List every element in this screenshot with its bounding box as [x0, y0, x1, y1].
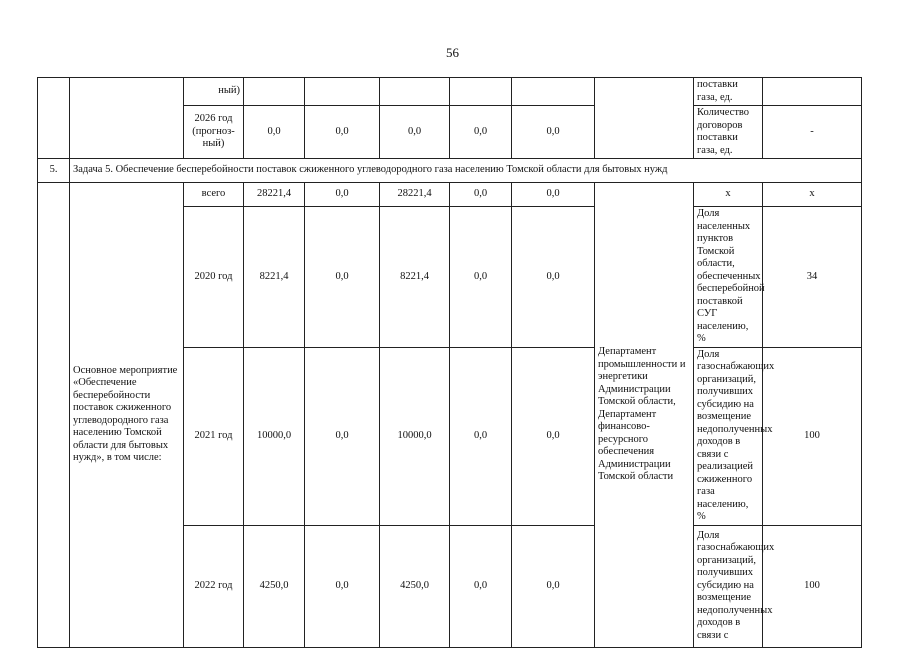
value-cell: 0,0 — [450, 347, 512, 525]
indicator-value-cell: 34 — [763, 207, 862, 348]
value-cell: 0,0 — [512, 525, 595, 647]
year-cell: ный) — [184, 78, 244, 106]
activity-name: Основное мероприятие «Обеспечение бесперебойности поставок сжиженного углеводородного газа населению Томской области для бытовых нужд», в том числе: — [70, 183, 184, 648]
value-cell: 0,0 — [512, 207, 595, 348]
value-cell: 0,0 — [305, 183, 380, 207]
value-cell: 0,0 — [450, 106, 512, 159]
row-number-cell — [38, 183, 70, 648]
value-cell: 0,0 — [305, 525, 380, 647]
table-row — [38, 78, 862, 106]
indicator-value-cell: х — [763, 183, 862, 207]
task-title: Задача 5. Обеспечение бесперебойности поставок сжиженного углеводородного газа населению Томской области для бытовых нужд — [70, 159, 862, 183]
table-row — [38, 183, 862, 207]
value-cell: 4250,0 — [244, 525, 305, 647]
value-cell: 0,0 — [512, 347, 595, 525]
indicator-value-cell: - — [763, 106, 862, 159]
value-cell: 10000,0 — [244, 347, 305, 525]
year-cell: 2026 год (прогноз-ный) — [184, 106, 244, 159]
executor: Департамент промышленности и энергетики Администрации Томской области, Департамент финансово-ресурсного обеспечения Администрации Томской области — [595, 183, 694, 648]
value-cell — [450, 78, 512, 106]
value-cell — [244, 78, 305, 106]
year-cell: 2022 год — [184, 525, 244, 647]
value-cell: 0,0 — [450, 183, 512, 207]
indicator-cell: Количество договоров поставки газа, ед. — [694, 106, 763, 159]
value-cell: 0,0 — [450, 207, 512, 348]
task-row — [38, 159, 862, 183]
indicator-cell: поставки газа, ед. — [694, 78, 763, 106]
value-cell: 28221,4 — [244, 183, 305, 207]
value-cell: 0,0 — [244, 106, 305, 159]
program-table — [37, 77, 862, 648]
value-cell: 8221,4 — [244, 207, 305, 348]
value-cell — [512, 78, 595, 106]
row-number-cell — [38, 78, 70, 159]
value-cell — [305, 78, 380, 106]
value-cell: 8221,4 — [380, 207, 450, 348]
value-cell: 28221,4 — [380, 183, 450, 207]
value-cell: 10000,0 — [380, 347, 450, 525]
value-cell: 0,0 — [305, 347, 380, 525]
year-cell: всего — [184, 183, 244, 207]
indicator-cell: х — [694, 183, 763, 207]
year-cell: 2021 год — [184, 347, 244, 525]
value-cell — [380, 78, 450, 106]
value-cell: 0,0 — [450, 525, 512, 647]
value-cell: 0,0 — [305, 106, 380, 159]
value-cell: 0,0 — [380, 106, 450, 159]
indicator-value-cell: 100 — [763, 347, 862, 525]
value-cell: 0,0 — [512, 183, 595, 207]
page-number: 56 — [446, 45, 459, 60]
value-cell: 0,0 — [512, 106, 595, 159]
value-cell: 0,0 — [305, 207, 380, 348]
task-number: 5. — [38, 159, 70, 183]
activity-name-cell — [70, 78, 184, 159]
indicator-cell: Доля населенных пунктов Томской области, обеспеченных бесперебойной поставкой СУГ населению, % — [694, 207, 763, 348]
indicator-cell: Доля газоснабжающих организаций, получивших субсидию на возмещение недополученных доходов в связи с реализацией сжиженного газа населению, % — [694, 347, 763, 525]
value-cell: 4250,0 — [380, 525, 450, 647]
indicator-value-cell: 100 — [763, 525, 862, 647]
executor-cell — [595, 78, 694, 159]
indicator-cell: Доля газоснабжающих организаций, получивших субсидию на возмещение недополученных доходов в связи с — [694, 525, 763, 647]
year-cell: 2020 год — [184, 207, 244, 348]
indicator-value-cell — [763, 78, 862, 106]
